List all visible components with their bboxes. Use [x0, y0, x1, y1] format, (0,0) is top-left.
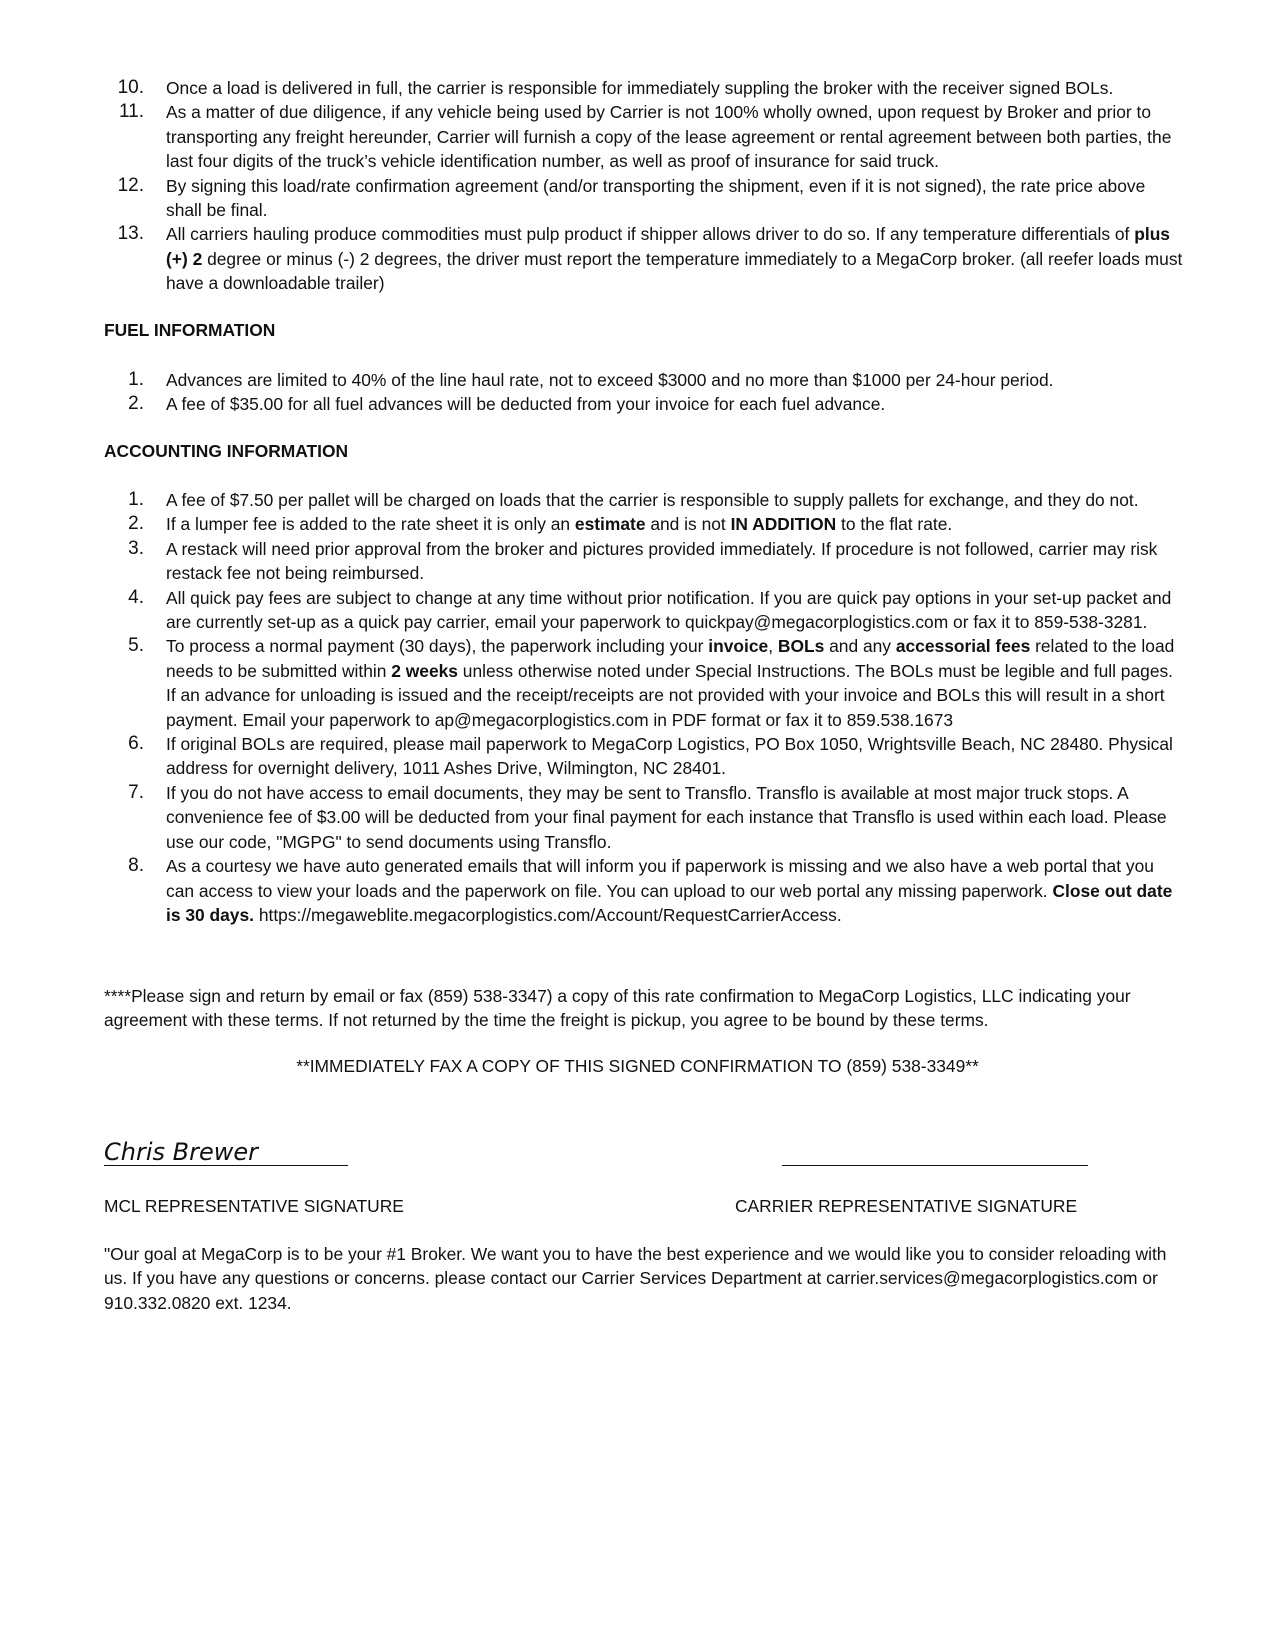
item-text: and is not	[645, 514, 731, 535]
item-number: 2.	[128, 513, 144, 535]
item-text: degree or minus (-) 2 degrees, the driver must report the temperature immediately to a MegaCorp broker. (all reefer loads must have a downloadable trailer)	[166, 248, 1183, 294]
carrier-signature-line[interactable]	[782, 1165, 1088, 1166]
list-item	[0, 174, 1275, 223]
item-text: and any	[824, 636, 896, 657]
item-number: 10.	[117, 77, 144, 98]
accounting-heading: ACCOUNTING INFORMATION	[104, 441, 349, 461]
list-item	[0, 222, 1275, 295]
mcl-signature-label: MCL REPRESENTATIVE SIGNATURE	[104, 1196, 404, 1216]
item-text: All carriers hauling produce commodities must pulp product if shipper allows driver to do so. If any temperature differentials of	[166, 224, 1135, 245]
list-item	[0, 537, 1275, 586]
item-text: to the flat rate.	[836, 514, 953, 535]
item-text: By signing this load/rate confirmation agreement (and/or transporting the shipment, even if it is not signed), the rate price above shall be final.	[166, 175, 1146, 221]
list-item	[0, 634, 1275, 732]
item-bold-text: BOLs	[777, 636, 825, 657]
item-text: ,	[768, 636, 778, 657]
item-text: If original BOLs are required, please mail paperwork to MegaCorp Logistics, PO Box 1050, Wrightsville Beach, NC 28480. Physical address for overnight delivery, 1011 Ashes Drive, Wilmington, NC 28401.	[166, 734, 1173, 779]
item-text: Advances are limited to 40% of the line haul rate, not to exceed $3000 and no more than $1000 per 24-hour period.	[166, 370, 1054, 390]
item-number: 1.	[128, 489, 144, 510]
list-item	[0, 488, 1275, 512]
item-text: As a matter of due diligence, if any vehicle being used by Carrier is not 100% wholly owned, upon request by Broker and prior to transporting any freight hereunder, Carrier will furnish a copy of the lease agreement or rental agreement between both parties, the last four digits of the truck’s vehicle identification number, as well as proof of insurance for said truck.	[166, 102, 1172, 172]
mcl-signature-line	[104, 1165, 348, 1166]
item-bold-text: estimate	[574, 514, 646, 535]
item-bold-text: 2 weeks	[391, 660, 458, 681]
item-text: To process a normal payment (30 days), the paperwork including your	[166, 636, 709, 657]
list-item	[0, 854, 1275, 927]
item-bold-text: accessorial fees	[895, 636, 1031, 657]
item-text: If a lumper fee is added to the rate sheet it is only an	[166, 514, 575, 535]
list-item	[0, 512, 1275, 536]
item-bold-text: invoice	[708, 636, 769, 657]
carrier-signature-label: CARRIER REPRESENTATIVE SIGNATURE	[735, 1196, 1078, 1216]
item-number: 6.	[128, 733, 144, 755]
list-item	[0, 392, 1275, 416]
list-item	[0, 368, 1275, 392]
list-item	[0, 586, 1275, 635]
item-number: 13.	[117, 223, 144, 245]
item-text: A fee of $35.00 for all fuel advances will be deducted from your invoice for each fuel advance.	[166, 394, 886, 415]
item-text: If you do not have access to email documents, they may be sent to Transflo. Transflo is available at most major truck stops. A convenience fee of $3.00 will be deducted from your final payment for each instance that Transflo is used within each load. Please use our code, "MGPG" to send documents using Transflo.	[166, 782, 1167, 852]
item-text: related to the load needs to be submitted within	[166, 636, 1175, 681]
item-number: 3.	[128, 537, 144, 559]
item-number: 8.	[128, 855, 144, 877]
item-number: 12.	[117, 174, 144, 196]
closing-message: "Our goal at MegaCorp is to be your #1 Broker. We want you to have the best experience and we would like you to consider reloading with us. If you have any questions or concerns. please contact our Carrier Services Department at carrier.services@megacorplogistics.com or 910.332.0820 ext. 1234.	[104, 1244, 1167, 1313]
item-bold-text: IN ADDITION	[730, 514, 837, 535]
item-number: 11.	[118, 101, 144, 123]
item-text: A fee of $7.50 per pallet will be charged on loads that the carrier is responsible to supply pallets for exchange, and they do not.	[166, 490, 1139, 510]
fuel-heading: FUEL INFORMATION	[104, 320, 276, 340]
item-text: All quick pay fees are subject to change at any time without prior notification. If you are quick pay options in your set-up packet and are currently set-up as a quick pay carrier, email your paperwork to quickpay@megacorplogistics.com or fax it to 859-538-3281.	[166, 587, 1172, 633]
list-item	[0, 76, 1275, 100]
item-number: 2.	[128, 393, 144, 415]
item-text: As a courtesy we have auto generated emails that will inform you if paperwork is missing and we also have a web portal that you can access to view your loads and the paperwork on file. You can upload to our web portal any missing paperwork.	[166, 856, 1154, 901]
list-item	[0, 732, 1275, 781]
item-bold-text: Close out date is 30 days.	[166, 880, 1173, 925]
item-text: A restack will need prior approval from the broker and pictures provided immediately. If procedure is not followed, carrier may risk restack fee not being reimbursed.	[166, 538, 1158, 584]
list-item	[0, 781, 1275, 854]
terms-list	[0, 76, 1275, 296]
item-text: https://megaweblite.megacorplogistics.com/Account/RequestCarrierAccess.	[253, 904, 842, 925]
accounting-list	[0, 488, 1275, 927]
item-number: 7.	[128, 781, 144, 803]
item-text: Once a load is delivered in full, the carrier is responsible for immediately suppling the broker with the receiver signed BOLs.	[166, 78, 1114, 98]
fuel-list	[0, 368, 1275, 417]
item-number: 4.	[128, 586, 144, 608]
return-notice: ****Please sign and return by email or fax (859) 538-3347) a copy of this rate confirmation to MegaCorp Logistics, LLC indicating your agreement with these terms. If not returned by the time the freight is pickup, you agree to be bound by these terms.	[104, 986, 1131, 1031]
item-number: 5.	[128, 635, 144, 657]
mcl-signature: Chris Brewer	[104, 1138, 258, 1166]
item-bold-text: plus (+) 2	[166, 224, 1170, 269]
item-number: 1.	[128, 369, 144, 390]
list-item	[0, 100, 1275, 173]
item-text: unless otherwise noted under Special Instructions. The BOLs must be legible and full pages. If an advance for unloading is issued and the receipt/receipts are not provided with your invoice and BOLs this will result in a short payment. Email your paperwork to ap@megacorplogistics.com in PDF format or fax it to 859.538.1673	[166, 660, 1174, 730]
fax-notice: **IMMEDIATELY FAX A COPY OF THIS SIGNED CONFIRMATION TO (859) 538-3349**	[296, 1056, 979, 1076]
